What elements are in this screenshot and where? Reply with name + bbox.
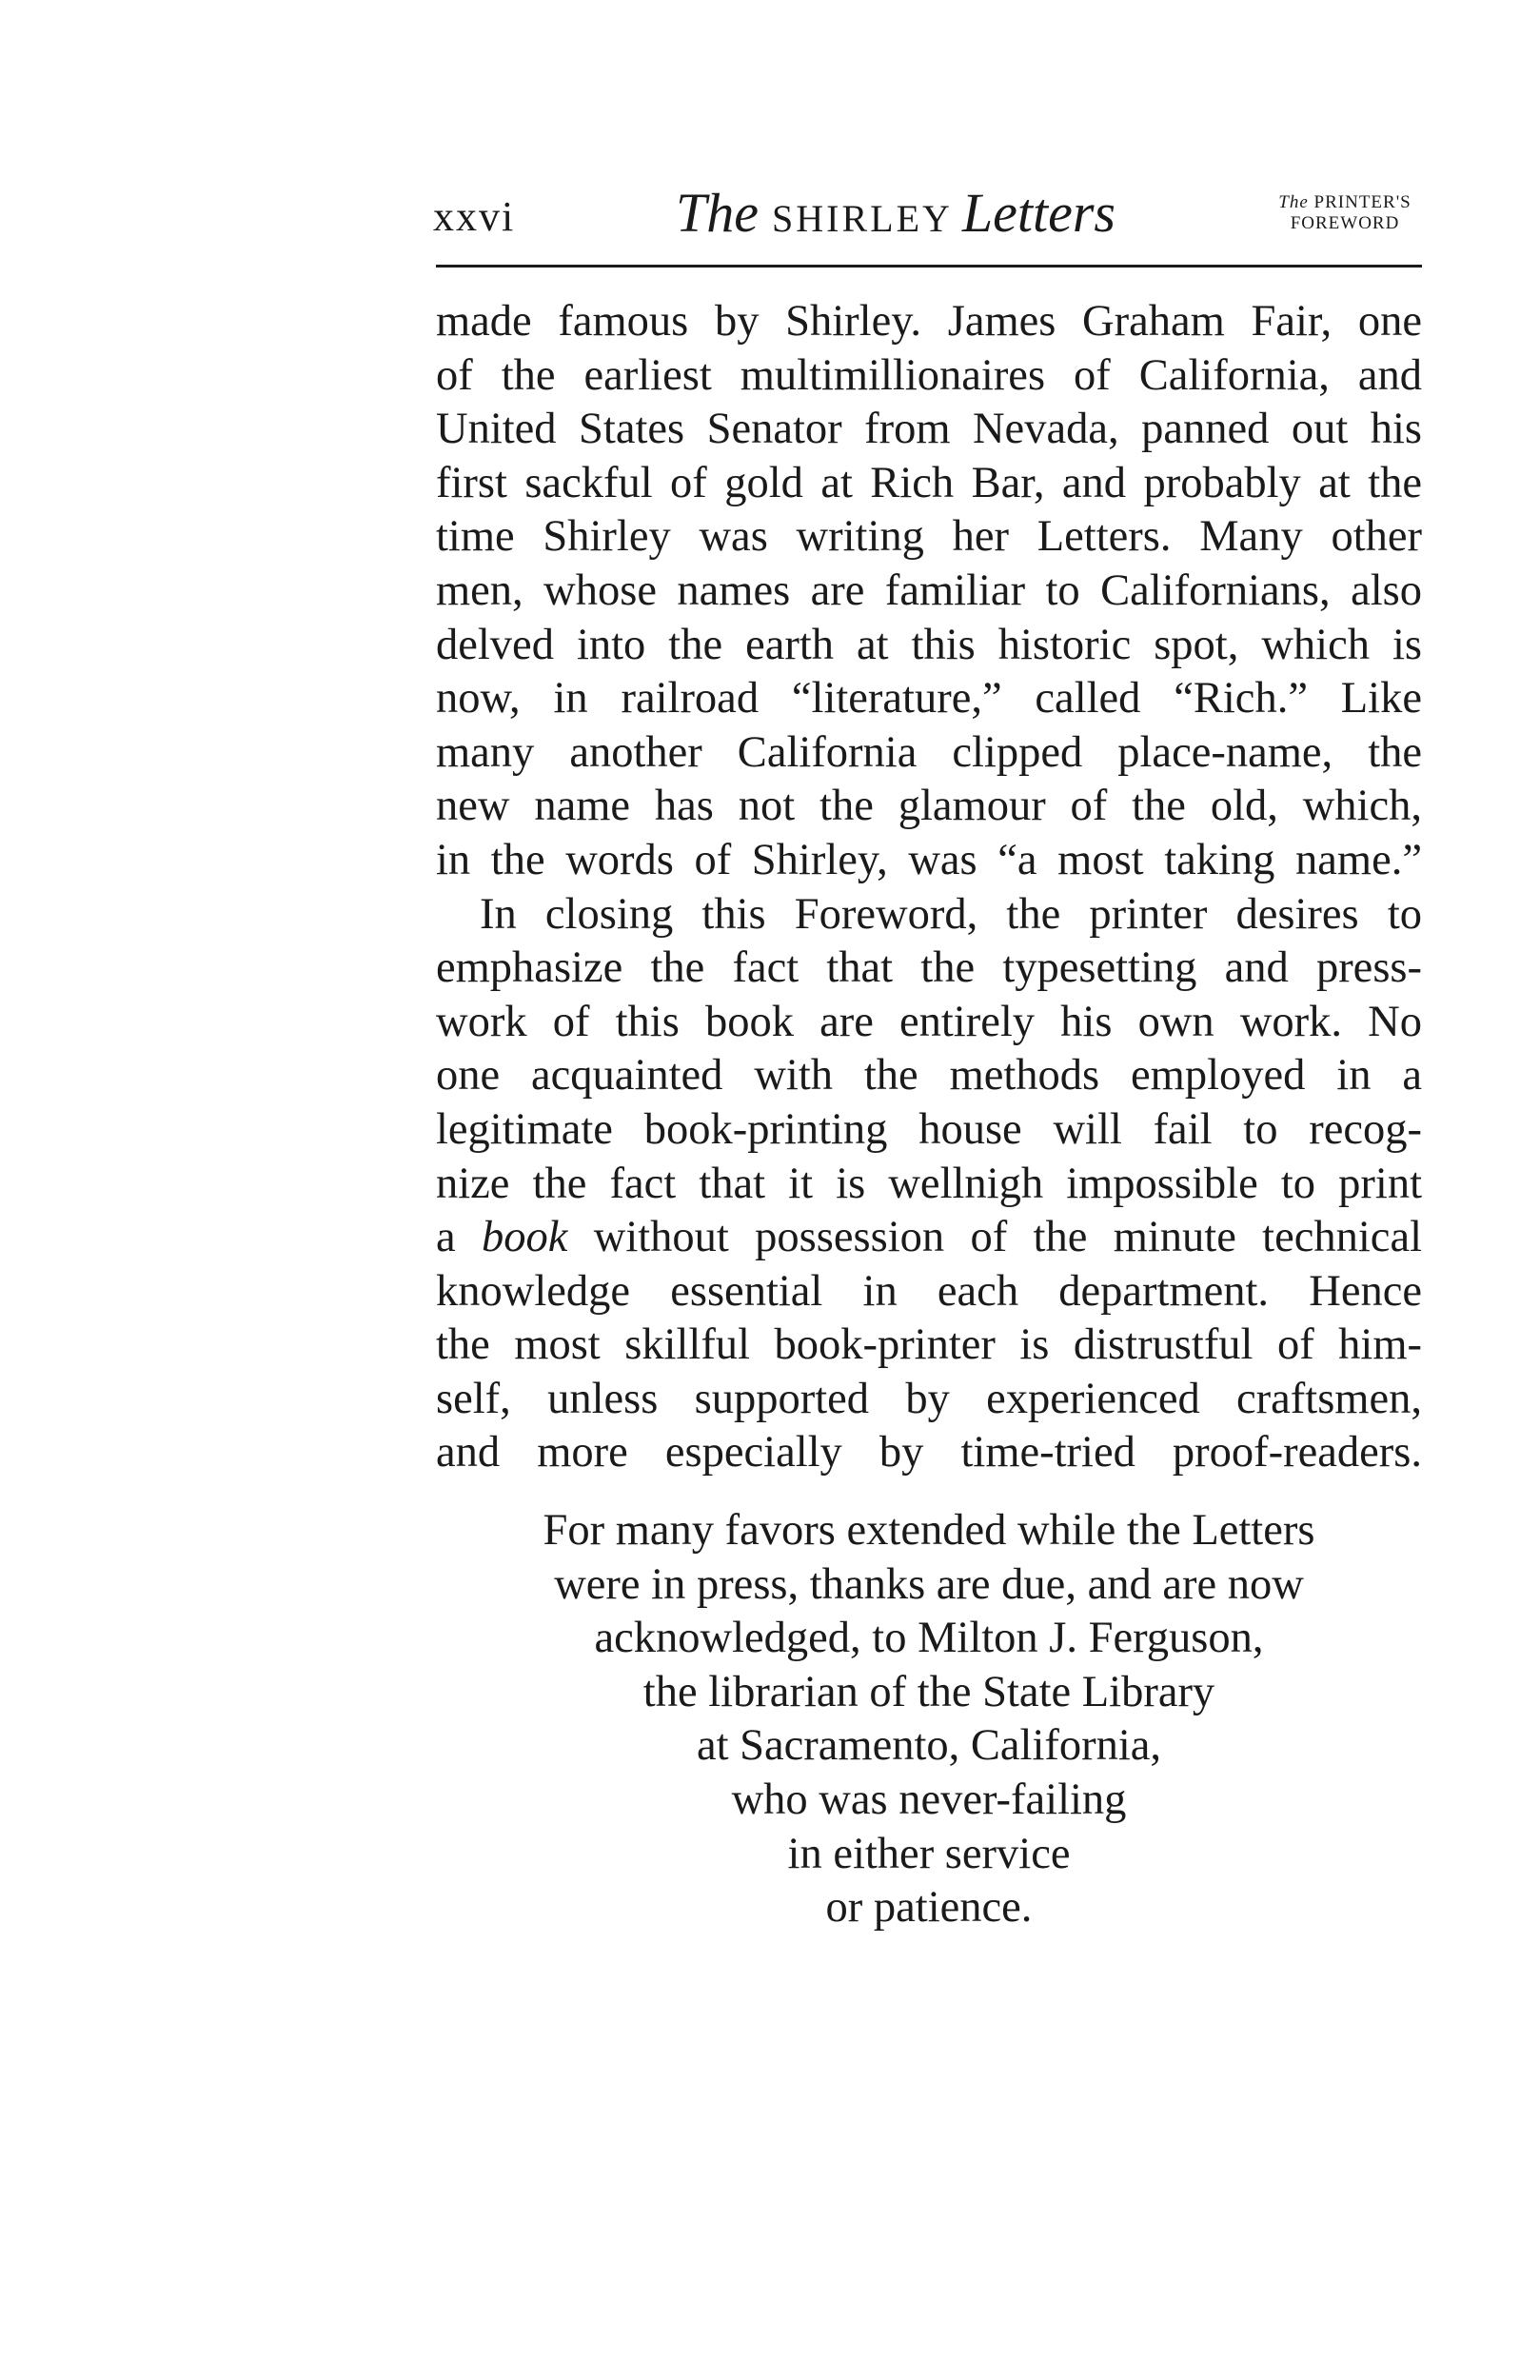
text-fragment: without possession of the minute technical xyxy=(567,1213,1422,1262)
header-rule xyxy=(436,265,1422,268)
text-line: delved into the earth at this historic spot, which is xyxy=(436,620,1422,669)
text-line: the most skillful book-printer is distrustful of him- xyxy=(436,1320,1422,1370)
text-line: self, unless supported by experienced craftsmen, xyxy=(436,1374,1422,1423)
page-number: xxvi xyxy=(433,193,516,240)
book-title-shirley: SHIRLEY xyxy=(772,197,953,240)
text-line: legitimate book-printing house will fail to recog- xyxy=(436,1104,1422,1154)
text-line: nize the fact that it is wellnigh impossible to print xyxy=(436,1159,1422,1208)
text-line: or patience. xyxy=(825,1883,1033,1933)
section-head xyxy=(1267,192,1423,234)
text-fragment: a xyxy=(436,1213,482,1262)
text-line: and more especially by time-tried proof-readers. xyxy=(436,1428,1422,1478)
text-line: men, whose names are familiar to Californians, also xyxy=(436,565,1422,615)
book-title xyxy=(676,181,1116,245)
text-line: in the words of Shirley, was “a most taking name.” xyxy=(436,835,1422,884)
text-line: acknowledged, to Milton J. Ferguson, xyxy=(594,1614,1264,1663)
text-line: In closing this Foreword, the printer desires to xyxy=(480,889,1422,939)
text-line xyxy=(436,1211,1422,1265)
text-line: many another California clipped place-name, the xyxy=(436,727,1422,777)
text-line: of the earliest multimillionaires of California, and xyxy=(436,350,1422,400)
text-line: in either service xyxy=(787,1829,1071,1878)
text-line: one acquainted with the methods employed in a xyxy=(436,1051,1422,1101)
section-head-printers: PRINTER'S xyxy=(1313,192,1412,212)
text-line: who was never-failing xyxy=(731,1775,1127,1824)
text-line: emphasize the fact that the typesetting and press- xyxy=(436,943,1422,993)
text-line: new name has not the glamour of the old, which, xyxy=(436,782,1422,831)
text-line: the librarian of the State Library xyxy=(642,1667,1215,1716)
body-text xyxy=(436,295,1422,1480)
closing-acknowledgement xyxy=(436,1504,1422,1935)
text-line: time Shirley was writing her Letters. Many other xyxy=(436,512,1422,562)
book-title-the: The xyxy=(676,182,759,244)
text-line: were in press, thanks are due, and are now xyxy=(554,1559,1304,1609)
text-line: made famous by Shirley. James Graham Fair, one xyxy=(436,297,1422,346)
italic-word: book xyxy=(482,1213,568,1262)
running-head xyxy=(433,181,1423,257)
text-line: at Sacramento, California, xyxy=(696,1721,1162,1771)
text-line: first sackful of gold at Rich Bar, and probably at the xyxy=(436,458,1422,507)
text-line: work of this book are entirely his own work. No xyxy=(436,997,1422,1046)
section-head-foreword: FOREWORD xyxy=(1290,213,1400,233)
text-line: knowledge essential in each department. Hence xyxy=(436,1266,1422,1316)
text-line: For many favors extended while the Letters xyxy=(543,1506,1315,1555)
text-line: United States Senator from Nevada, panned out his xyxy=(436,405,1422,454)
text-line: now, in railroad “literature,” called “Rich.” Like xyxy=(436,674,1422,724)
section-head-the: The xyxy=(1278,192,1309,212)
book-title-letters: Letters xyxy=(961,182,1116,244)
